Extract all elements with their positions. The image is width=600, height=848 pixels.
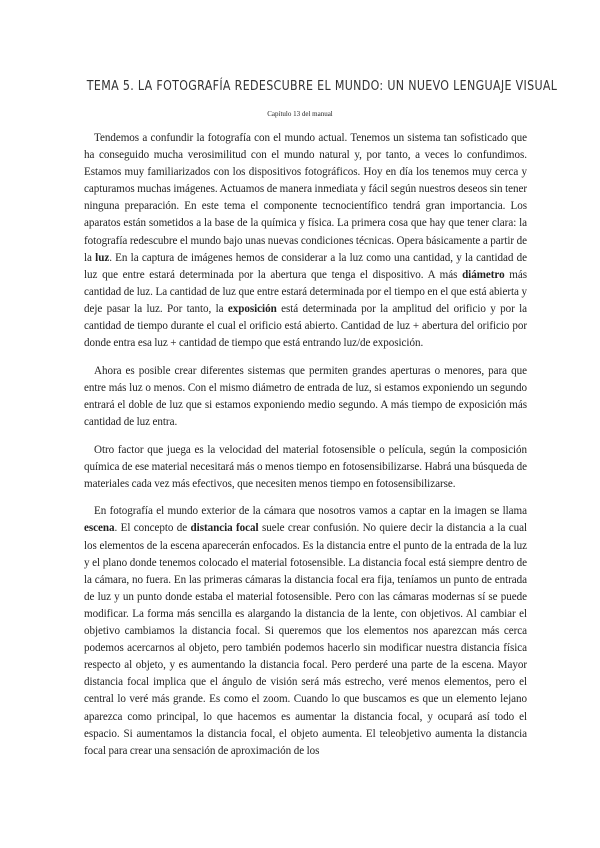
paragraph-4-text-b: . El concepto de [114, 522, 191, 535]
bold-term-diametro: diámetro [462, 268, 505, 281]
bold-term-luz: luz [95, 251, 110, 264]
bold-term-escena: escena [84, 522, 115, 535]
page-subtitle: Capítulo 13 del manual [267, 110, 333, 118]
paragraph-4 [84, 503, 527, 759]
paragraph-1-text-d: está determinada por la amplitud del orificio y por la cantidad de tiempo durante el cual el orificio está abierto. Cantidad de luz + abertura del orificio por donde entra esa luz + cantidad de tiempo que está entrando luz/de exposición. [84, 302, 528, 350]
document-body [84, 130, 527, 770]
paragraph-1 [84, 130, 527, 352]
paragraph-1-text-a: Tendemos a confundir la fotografía con el mundo actual. Tenemos un sistema tan sofisticado que ha conseguido mucha verosimilitud con el mundo natural y, por tanto, a veces lo confundimos. Estamos muy familiarizados con los dispositivos fotográficos. Hoy en día los tenemos muy cerca y capturamos muchas imágenes. Actuamos de manera inmediata y fácil según nuestros deseos sin tener ninguna preparación. En este tema el componente tecnocientífico tendrá gran importancia. Los aparatos están sometidos a la base de la química y física. La primera cosa que hay que tener clara: la fotografía redescubre el mundo bajo unas nuevas condiciones técnicas. Opera básicamente a partir de la [84, 132, 527, 264]
bold-term-exposicion: exposición [227, 302, 277, 315]
paragraph-4-text-c: suele crear confusión. No quiere decir la distancia a la cual los elementos de la escena aparecerán enfocados. Es la distancia entre el punto de la entrada de la luz y el plano donde tenemos colocado el material fotosensible. La distancia focal está siempre dentro de la cámara, no fuera. En las primeras cámaras la distancia focal era fija, teníamos un punto de entrada de luz y un punto donde estaba el material fotosensible. Pero con las cámaras modernas sí se puede modificar. La forma más sencilla es alargando la distancia de la lente, con objetivos. Al cambiar el objetivo cambiamos la distancia focal. Si queremos que los elementos nos aparezcan más cerca podemos acercarnos al objeto, pero también podemos hacerlo sin modificar nuestra distancia física respecto al objeto, y es aumentando la distancia focal. Pero perderé una parte de la escena. Mayor distancia focal implica que el ángulo de visión será más estrecho, veré menos elementos, pero el central lo veré más grande. Es como el zoom. Cuando lo que buscamos es que un elemento lejano aparezca como principal, lo que hacemos es aumentar la distancia focal, y ocupará así todo el espacio. Si aumentamos la distancia focal, el objeto aumenta. El teleobjetivo aumenta la distancia focal para crear una sensación de aproximación de los [84, 522, 527, 757]
paragraph-1-text-c: más cantidad de luz. La cantidad de luz que entre estará determinada por el tiempo en el que está abierta y deje pasar la luz. Por tanto, la [84, 268, 528, 315]
paragraph-4-text-a: En fotografía el mundo exterior de la cámara que nosotros vamos a captar en la imagen se llama [94, 505, 527, 518]
page-title: TEMA 5. LA FOTOGRAFÍA REDESCUBRE EL MUNDO: UN NUEVO LENGUAJE VISUAL [86, 78, 558, 94]
paragraph-3: Otro factor que juega es la velocidad del material fotosensible o película, según la composición química de ese material necesitará más o menos tiempo en fotosensibilizarse. Habrá una búsqueda de materiales cada vez más efectivos, que necesiten menos tiempo en fotosensibilizarse. [84, 443, 527, 490]
paragraph-1-text-b: . En la captura de imágenes hemos de considerar a la luz como una cantidad, y la cantidad de luz que entre estará determinada por la abertura que tenga el dispositivo. A más [84, 251, 527, 281]
paragraph-2: Ahora es posible crear diferentes sistemas que permiten grandes aperturas o menores, para que entre más luz o menos. Con el mismo diámetro de entrada de luz, si estamos exponiendo un segundo entrará el doble de luz que si estamos exponiendo medio segundo. A más tiempo de exposición más cantidad de luz entra. [84, 364, 527, 428]
bold-term-distancia-focal: distancia focal [190, 522, 259, 535]
